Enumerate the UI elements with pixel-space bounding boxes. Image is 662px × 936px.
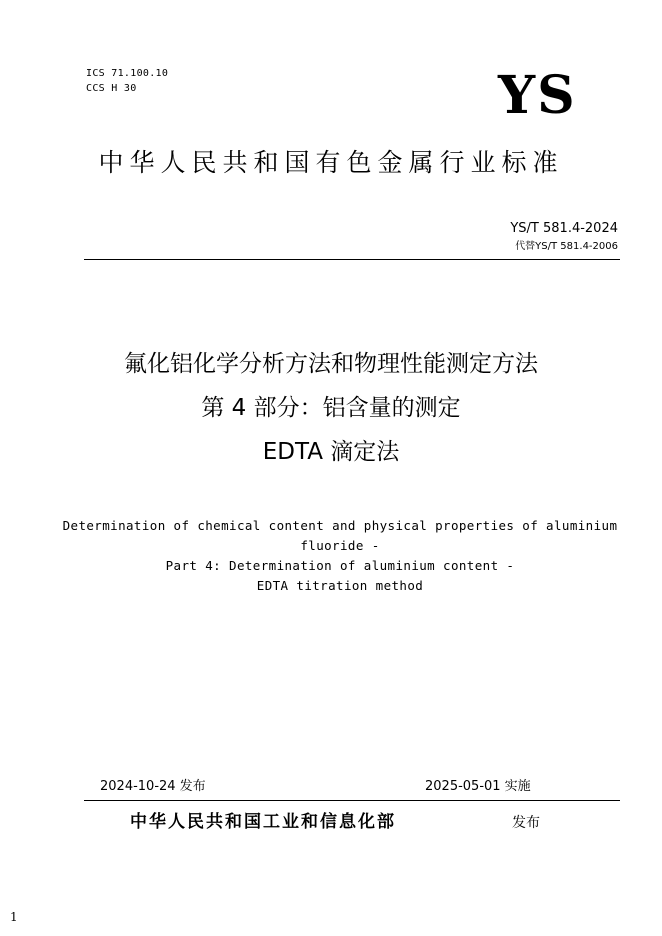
ics-code: ICS 71.100.10 <box>86 68 169 79</box>
page-number: 1 <box>10 910 18 924</box>
en-title-line2: fluoride - <box>300 538 380 553</box>
implement-date: 2025-05-01 实施 <box>425 779 531 794</box>
issued-word: 发布 <box>512 815 540 831</box>
ccs-code: CCS H 30 <box>86 83 137 94</box>
header-divider <box>84 259 620 260</box>
cn-title-line2: 第 4 部分：铝含量的测定 <box>201 395 461 421</box>
standard-category-title: 中华人民共和国有色金属行业标准 <box>98 148 564 177</box>
en-title <box>40 516 640 596</box>
standard-number: YS/T 581.4-2024 <box>510 221 618 236</box>
issuer-name: 中华人民共和国工业和信息化部 <box>130 812 396 832</box>
en-title-line3: Part 4: Determination of aluminium content - <box>165 558 515 573</box>
en-title-line1: Determination of chemical content and physical properties of aluminium <box>62 518 618 533</box>
footer-divider <box>84 800 620 801</box>
issue-date: 2024-10-24 发布 <box>100 779 206 794</box>
en-title-line4: EDTA titration method <box>256 578 424 593</box>
ics-code-block <box>86 66 168 96</box>
replaces-note: 代替YS/T 581.4-2006 <box>515 241 618 252</box>
cn-title-line1: 氟化铝化学分析方法和物理性能测定方法 <box>124 351 538 377</box>
cn-title-line3: EDTA 滴定法 <box>262 439 400 465</box>
ys-logo: YS <box>498 65 577 126</box>
